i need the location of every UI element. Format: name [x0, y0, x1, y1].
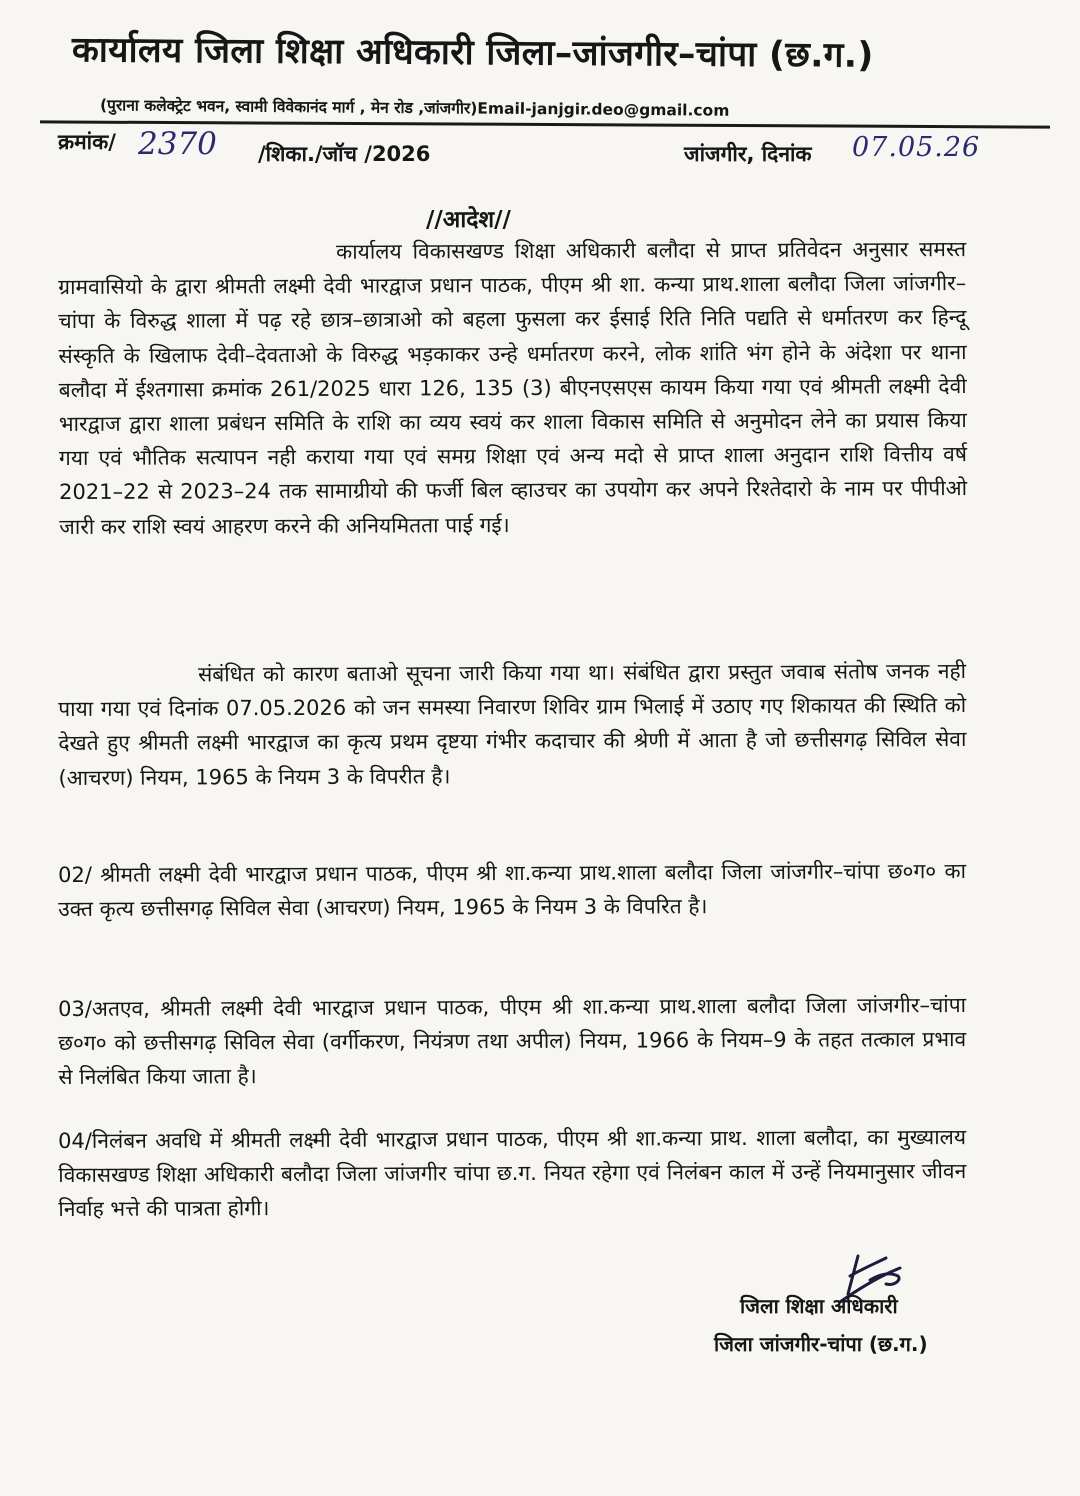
place-date-label: जांजगीर, दिनांक	[684, 142, 812, 166]
reference-suffix: /शिका./जॉच /2026	[258, 142, 431, 166]
paragraph-4-text: 03/अतएव, श्रीमती लक्ष्मी देवी भारद्वाज प्रधान पाठक, पीएम श्री शा.कन्या प्राथ.शाला बलौदा जिला जांजगीर–चांपा छ०ग० को छत्तीसगढ़ सिविल सेवा (वर्गीकरण, नियंत्रण तथा अपील) नियम, 1966 के नियम–9 के तहत तत्काल प्रभाव से निलंबित किया जाता है।	[58, 993, 967, 1090]
order-paragraph-3	[58, 854, 966, 926]
office-address: (पुराना कलेक्ट्रेट भवन, स्वामी विवेकानंद मार्ग , मेन रोड ,जांजगीर)Email-janjgir.deo@gmail.com	[99, 96, 730, 120]
paragraph-3-text: 02/ श्रीमती लक्ष्मी देवी भारद्वाज प्रधान पाठक, पीएम श्री शा.कन्या प्राथ.शाला बलौदा जिला जांजगीर–चांपा छ०ग० का उक्त कृत्य छत्तीसगढ़ सिविल सेवा (आचरण) नियम, 1965 के नियम 3 के विपरित है।	[58, 859, 967, 922]
order-paragraph-4	[58, 988, 966, 1095]
signatory-district: जिला जांजगीर-चांपा (छ.ग.)	[714, 1332, 928, 1356]
reference-number-handwritten: 2370	[138, 126, 217, 162]
order-paragraph-2	[58, 654, 967, 795]
paragraph-1-lead: कार्यालय विकासखण्ड शिक्षा अधिकारी बलौदा से प्राप्त प्रतिवेदन	[336, 237, 842, 264]
signatory-designation: जिला शिक्षा अधिकारी	[740, 1294, 898, 1318]
date-handwritten: 07.05.26	[852, 132, 981, 163]
paragraph-5-text: 04/निलंबन अवधि में श्रीमती लक्ष्मी देवी भारद्वाज प्रधान पाठक, पीएम श्री शा.कन्या प्राथ. शाला बलौदा, का मुख्यालय विकासखण्ड शिक्षा अधिकारी बलौदा जिला जांजगीर चांपा छ.ग. नियत रहेगा एवं निलंबन काल में उन्हें नियमानुसार जीवन निर्वाह भत्ते की पात्रता होगी।	[58, 1125, 967, 1222]
reference-label: क्रमांक/	[58, 130, 116, 154]
paragraph-1-body: अनुसार समस्त ग्रामवासियो के द्वारा श्रीमती लक्ष्मी देवी भारद्वाज प्रधान पाठक, पीएम श्री शा. कन्या प्राथ.शाला बलौदा जिला जांजगीर–चांपा के विरुद्ध शाला में पढ़ रहे छात्र–छात्राओ को बहला फुसला कर ईसाई रिति निति पद्यति से धर्मातरण कर हिन्दू संस्कृति के खिलाफ देवी–देवताओ के विरुद्ध भड़काकर उन्हे धर्मातरण करने, लोक शांति भंग होने के अंदेशा पर थाना बलौदा में ईश्तगासा क्रमांक 261/2025 धारा 126, 135 (3) बीएनएसएस कायम किया गया एवं श्रीमती लक्ष्मी देवी भारद्वाज द्वारा शाला प्रबंधन समिति के राशि का व्यय स्वयं कर शाला विकास समिति से अनुमोदन लेने का प्रयास किया गया एवं भौतिक सत्यापन नही कराया गया एवं समग्र शिक्षा एवं अन्य मदो से प्राप्त शाला अनुदान राशि वित्तीय वर्ष 2021–22 से 2023–24 तक सामाग्रीयो की फर्जी बिल व्हाउचर का उपयोग कर अपने रिश्तेदारो के नाम पर पीपीओ जारी कर राशि स्वयं आहरण करने की अनियमितता पाई गई।	[58, 237, 968, 539]
order-paragraph-1	[58, 232, 967, 544]
order-heading: //आदेश//	[426, 207, 511, 233]
order-paragraph-5	[58, 1120, 966, 1227]
office-title: कार्यालय जिला शिक्षा अधिकारी जिला–जांजगीर–चांपा (छ.ग.)	[71, 30, 874, 76]
paragraph-2-text: संबंधित को कारण बताओ सूचना जारी किया गया था। संबंधित द्वारा प्रस्तुत जवाब संतोष जनक नही पाया गया एवं दिनांक 07.05.2026 को जन समस्या निवारण शिविर ग्राम भिलाई में उठाए गए शिकायत की स्थिति को देखते हुए श्रीमती लक्ष्मी भारद्वाज का कृत्य प्रथम दृष्टया गंभीर कदाचार की श्रेणी में आता है जो छत्तीसगढ़ सिविल सेवा (आचरण) नियम, 1965 के नियम 3 के विपरीत है।	[58, 659, 967, 790]
